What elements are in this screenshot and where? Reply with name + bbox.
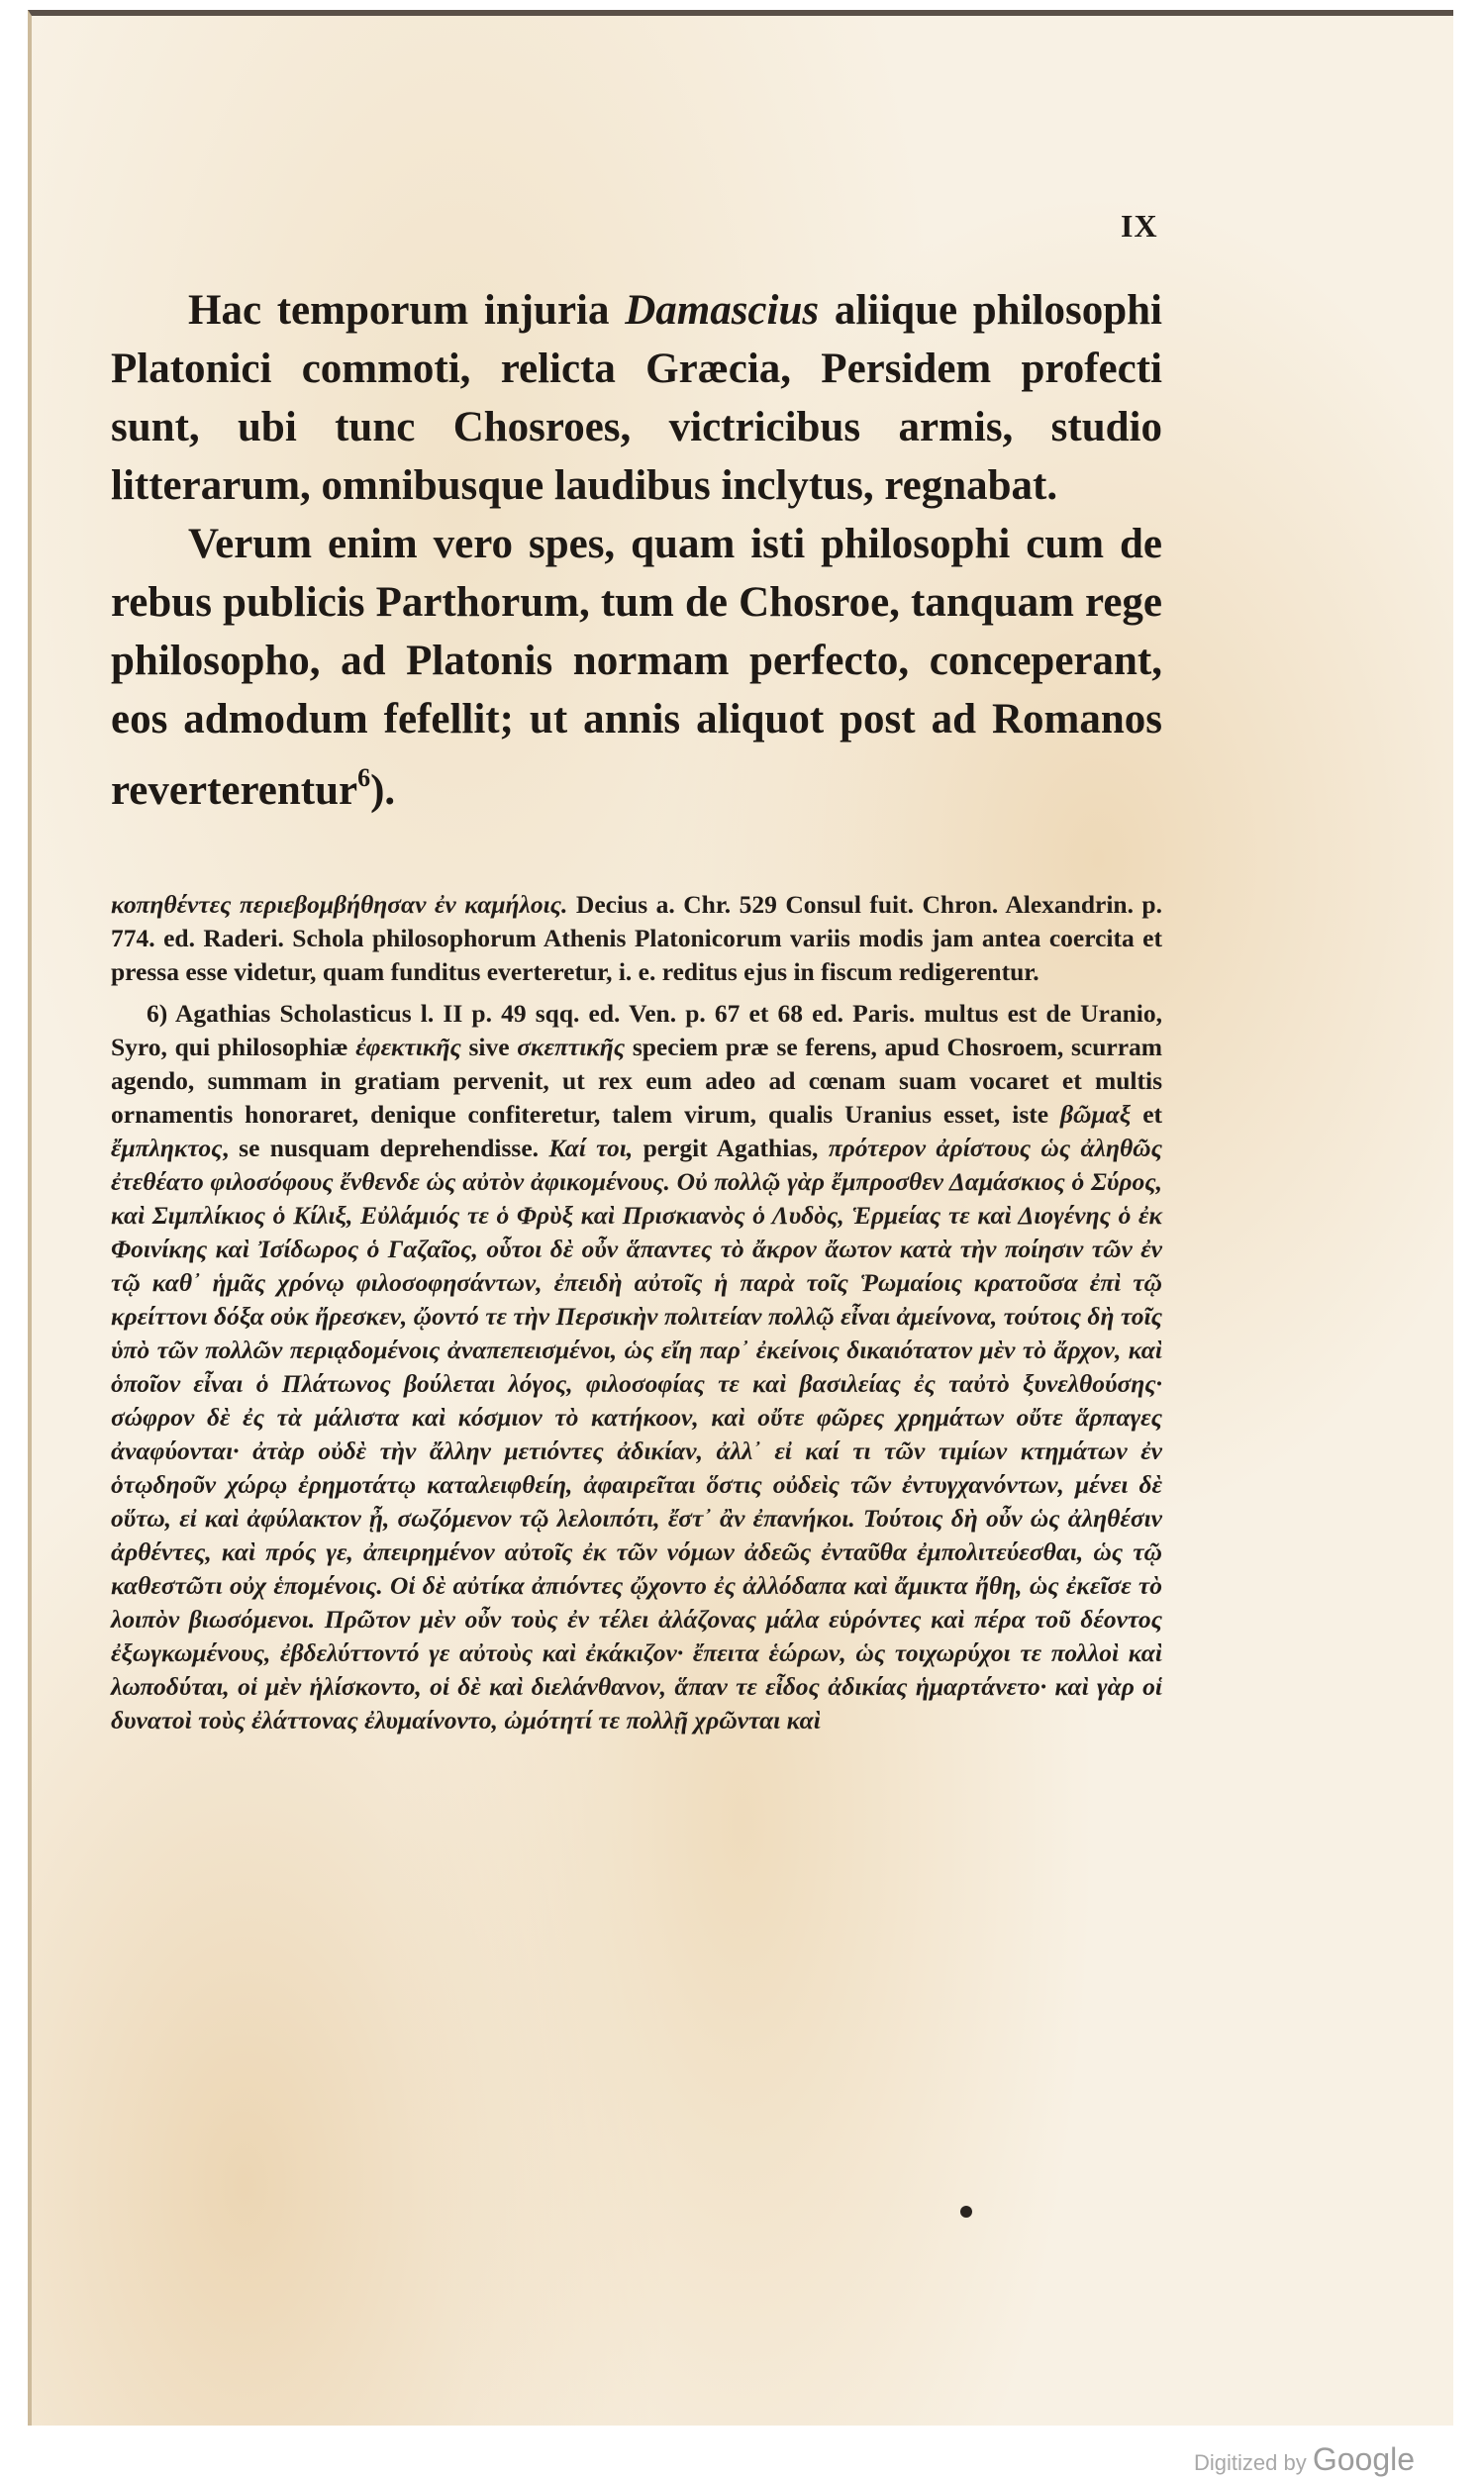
footnote-6-greek-3: βῶμαξ [1060,1100,1132,1129]
watermark-prefix: Digitized by [1194,2450,1313,2475]
footnotes [111,888,1162,1737]
paragraph-1-start: Hac temporum injuria [188,287,626,334]
paragraph-2-close: ). [370,767,396,814]
page-number: IX [1121,208,1158,244]
footnote-continuation-greek: κοπηθέντες περιεβομβήθησαν ἐν καμήλοις. [111,890,568,919]
google-logo-text: Google [1312,2441,1416,2477]
footnote-6-greek-2: σκεπτικῆς [517,1033,626,1061]
footnote-6-greek-4: ἔμπληκτος [111,1134,223,1162]
footnote-6-greek-5: Καί τοι, [548,1134,634,1162]
paragraph-2-text: Verum enim vero spes, quam isti philosophi cum de rebus publicis Parthorum, tum de Chosroe, tanquam rege philosopho, ad Platonis normam perfecto, conceperant, eos admodum fefellit; ut annis aliquot post ad Romanos reverterentur [111,521,1162,814]
footnote-6-text-5: , se nusquam deprehendisse. [222,1134,549,1162]
footnote-6-greek-1: ἐφεκτικῆς [355,1033,461,1061]
ink-dot [960,2206,972,2218]
digitized-watermark [1194,2441,1415,2478]
name-damascius: Damascius [625,287,820,334]
footnote-ref-6: 6 [357,763,371,792]
footnote-6-text-6: pergit Agathias, [633,1134,829,1162]
footnote-6-text-1: 6) Agathias Scholasticus l. II p. 49 sqq. ed. Ven. p. 67 et 68 ed. Paris. multus est de Uranio, Syro, qui philosophiæ [111,999,1162,1061]
footnote-6 [111,997,1162,1737]
footnote-6-text-2: sive [460,1033,518,1061]
footnote-continuation [111,888,1162,989]
footnote-6-greek-quote: πρότερον ἀρίστους ὡς ἀληθῶς ἐτεθέατο φιλοσόφους ἔνθενδε ὡς αὐτὸν ἀφικομένους. Οὐ πολλῷ γὰρ ἔμπροσθεν Δαμάσκιος ὁ Σύρος, καὶ Σιμπλίκιος ὁ Κίλιξ, Εὐλάμιός τε ὁ Φρὺξ καὶ Πρισκιανὸς ὁ Λυδὸς, Ἑρμείας τε καὶ Διογένης ὁ ἐκ Φοινίκης καὶ Ἰσίδωρος ὁ Γαζαῖος, οὗτοι δὲ οὖν ἅπαντες τὸ ἄκρον ἄωτον κατὰ τὴν ποίησιν τῶν ἐν τῷ καθ᾽ ἡμᾶς χρόνῳ φιλοσοφησάντων, ἐπειδὴ αὐτοῖς ἡ παρὰ τοῖς Ῥωμαίοις κρατοῦσα ἐπὶ τῷ κρείττονι δόξα οὐκ ἤρεσκεν, ᾤοντό τε τὴν Περσικὴν πολιτείαν πολλῷ εἶναι ἀμείνονα, τούτοις δὴ τοῖς ὑπὸ τῶν πολλῶν περιᾳδομένοις ἀναπεπεισμένοι, ὡς εἴη παρ᾽ ἐκείνοις δικαιότατον μὲν τὸ ἄρχον, καὶ ὁποῖον εἶναι ὁ Πλάτωνος βούλεται λόγος, φιλοσοφίας τε καὶ βασιλείας ἐς ταὐτὸ ξυνελθούσης· σώφρον δὲ ἐς τὰ μάλιστα καὶ κόσμιον τὸ κατήκοον, καὶ οὔτε φῶρες χρημάτων οὔτε ἅρπαγες ἀναφύονται· ἀτὰρ οὐδὲ τὴν ἄλλην μετιόντες ἀδικίαν, ἀλλ᾽ εἰ καί τι τῶν τιμίων κτημάτων ἐν ὁτῳδηοῦν χώρῳ ἐρημοτάτῳ καταλειφθείη, ἀφαιρεῖται ὅστις οὐδεὶς τῶν ἐντυγχανόντων, μένει δὲ οὕτω, εἰ καὶ ἀφύλακτον ᾖ, σωζόμενον τῷ λελοιπότι, ἔστ᾽ ἂν ἐπανήκοι. Τούτοις δὴ οὖν ὡς ἀληθέσιν ἀρθέντες, καὶ πρός γε, ἀπειρημένον αὐτοῖς ἐκ τῶν νόμων ἀδεῶς ἐνταῦθα ἐμπολιτεύεσθαι, ὡς τῷ καθεστῶτι οὐχ ἑπομένοις. Οἱ δὲ αὐτίκα ἀπιόντες ᾤχοντο ἐς ἀλλόδαπα καὶ ἄμικτα ἤθη, ὡς ἐκεῖσε τὸ λοιπὸν βιωσόμενοι. Πρῶτον μὲν οὖν τοὺς ἐν τέλει ἀλάζονας μάλα εὑρόντες καὶ πέρα τοῦ δέοντος ἐξωγκωμένους, ἐβδελύττοντό γε αὐτοὺς καὶ ἐκάκιζον· ἔπειτα ἑώρων, ὡς τοιχωρύχοι τε πολλοὶ καὶ λωποδύται, οἱ μὲν ἡλίσκοντο, οἱ δὲ καὶ διελάνθανον, ἅπαν τε εἶδος ἀδικίας ἡμαρτάνετο· καὶ γὰρ οἱ δυνατοὶ τοὺς ἐλάττονας ἐλυμαίνοντο, ὠμότητί τε πολλῇ χρῶνται καὶ [111,1134,1162,1735]
footnote-6-text-3: speciem præ se ferens, apud Chosroem, scurram agendo, summam in gratiam pervenit, ut rex eum adeo ad cœnam suam vocaret et multis ornamentis honoraret, denique confiteretur, talem virum, qualis Uranius esset, iste [111,1033,1163,1129]
main-text [111,281,1162,820]
paragraph-2 [111,515,1162,820]
footnote-continuation-latin: Decius a. Chr. 529 Consul fuit. Chron. Alexandrin. p. 774. ed. Raderi. Schola philosophorum Athenis Platonicorum variis modis jam antea coercita et pressa esse videtur, quam funditus everteretur, i. e. reditus ejus in fiscum redigerentur. [111,890,1162,986]
footnote-6-text-4: et [1131,1100,1163,1129]
paragraph-1 [111,281,1162,515]
paragraph-1-rest: aliique philosophi Platonici commoti, relicta Græcia, Persidem profecti sunt, ubi tunc Chosroes, victricibus armis, studio litterarum, omnibusque laudibus inclytus, regnabat. [111,287,1162,509]
